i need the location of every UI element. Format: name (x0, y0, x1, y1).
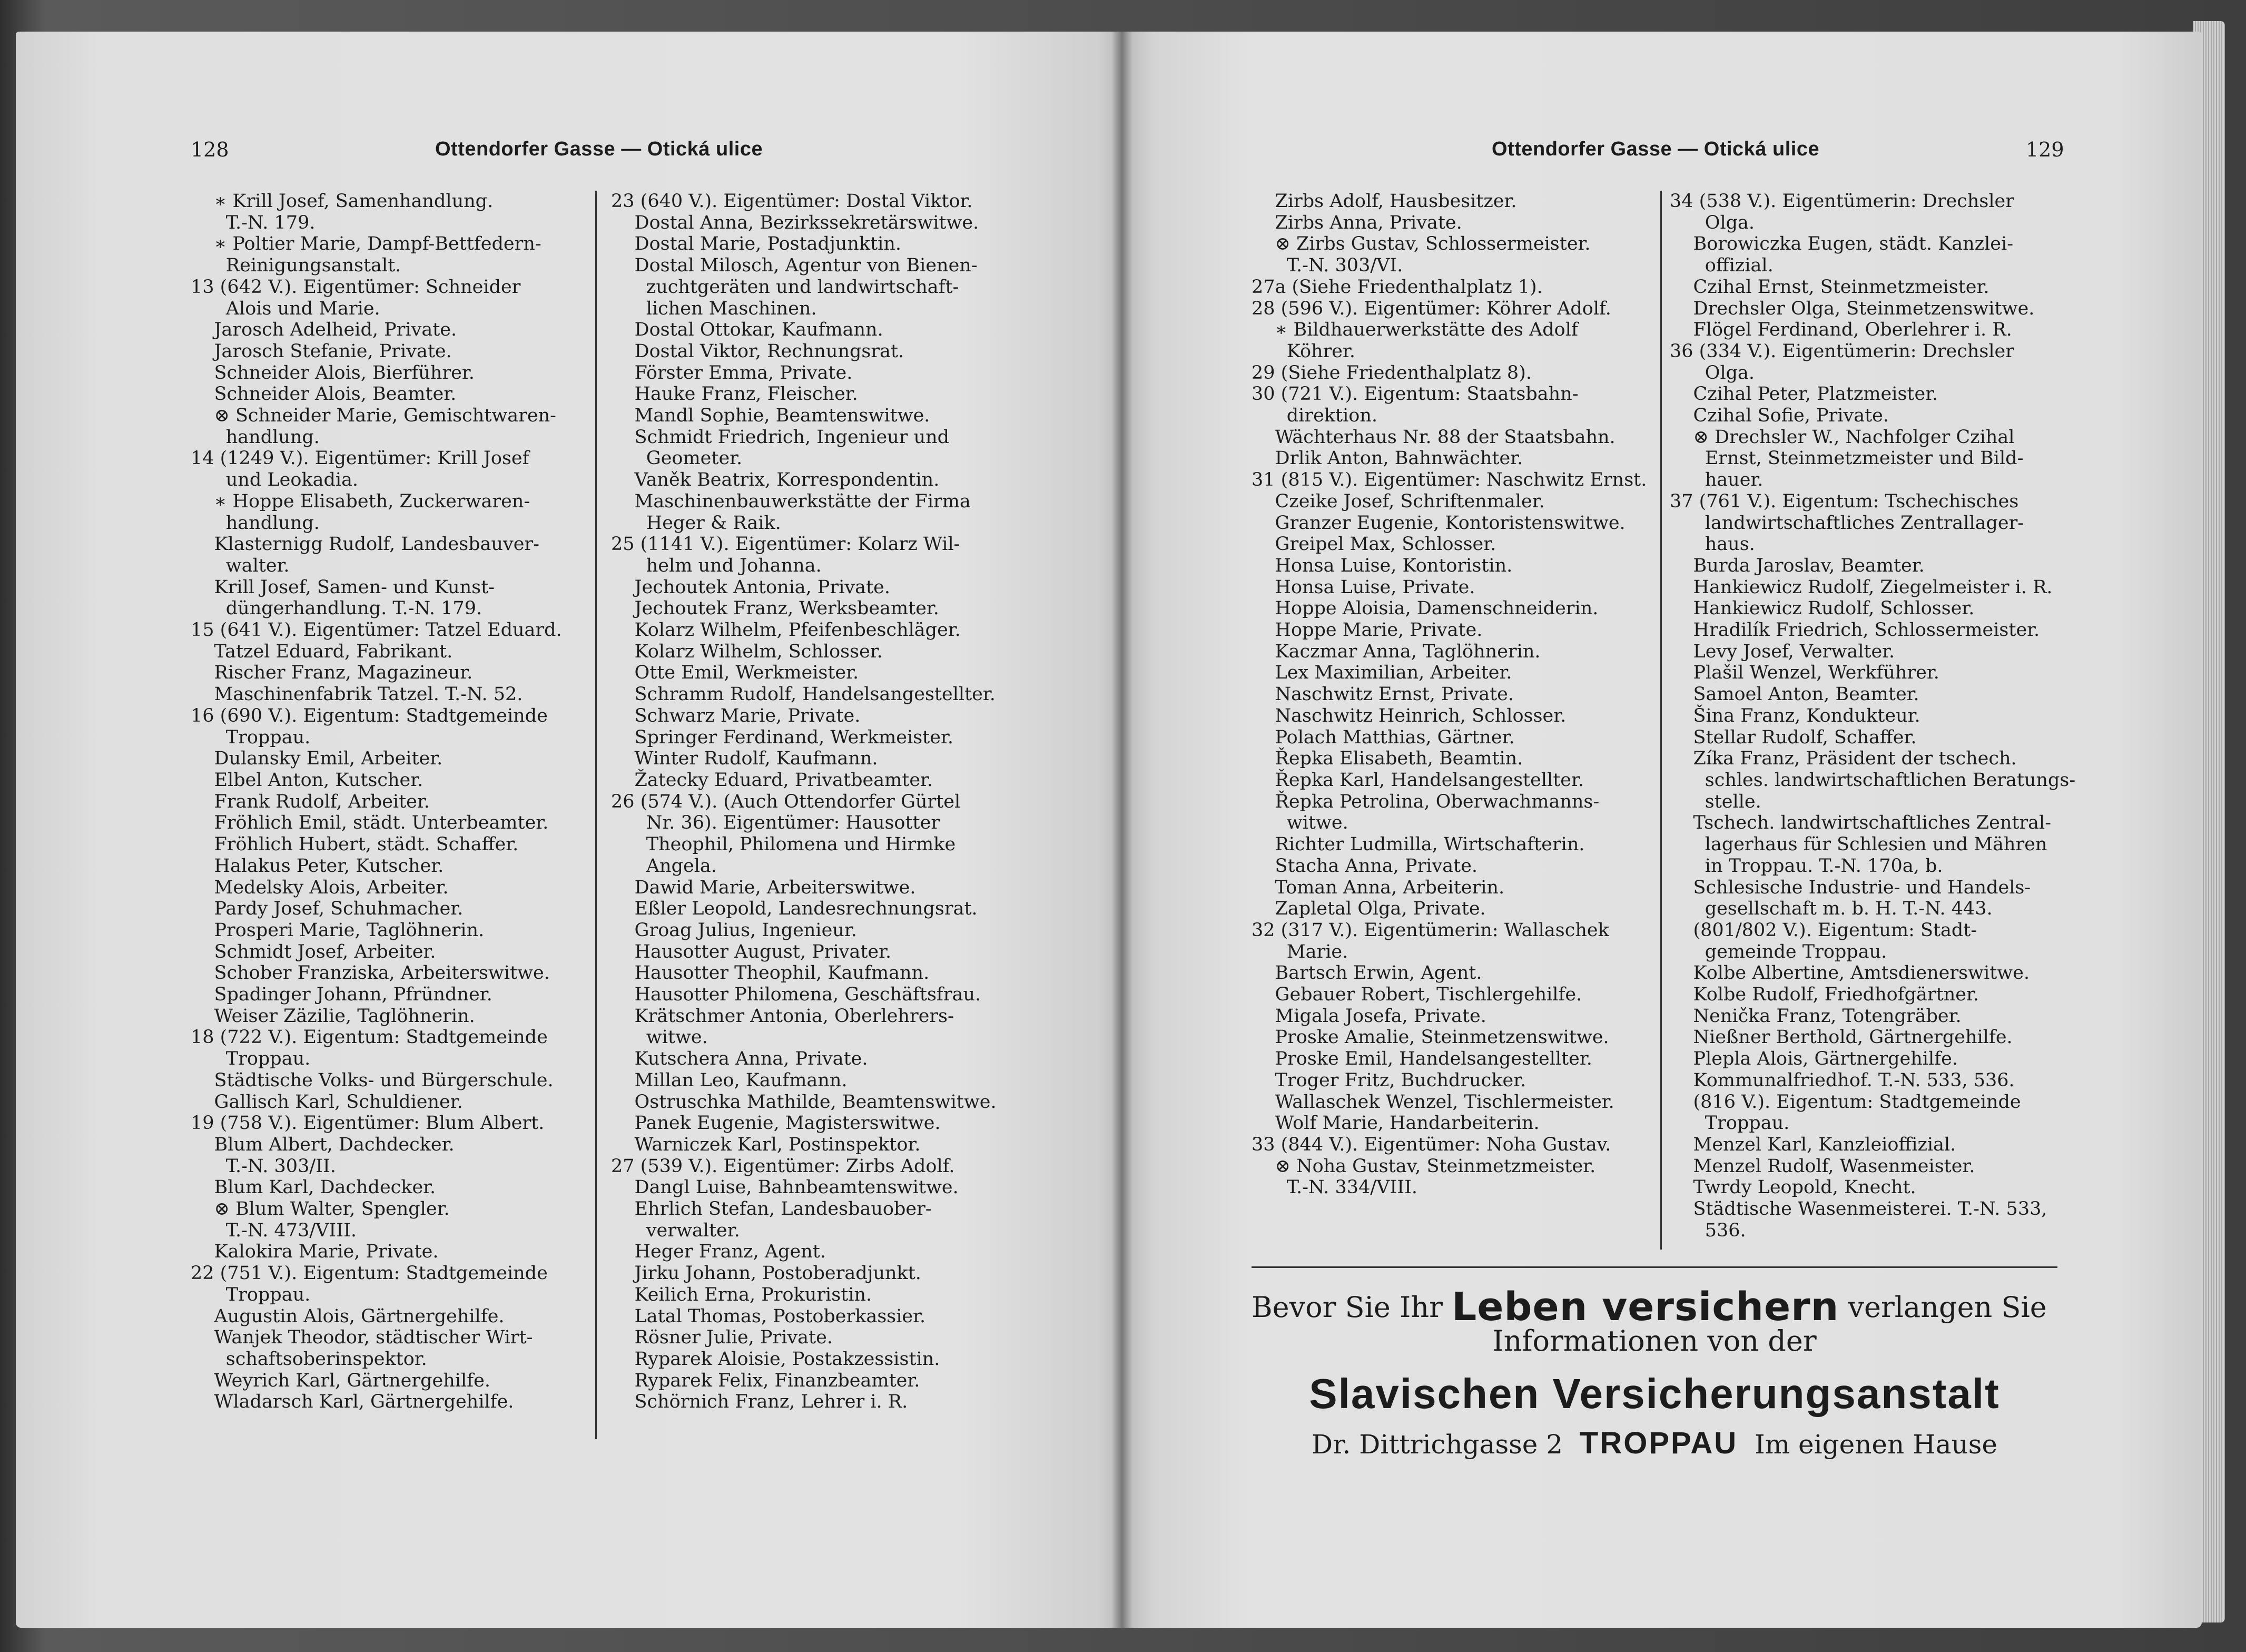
left-column-divider (595, 191, 597, 1439)
directory-line: Hausotter August, Privater. (611, 941, 892, 962)
directory-line: 27a (Siehe Friedenthalplatz 1). (1252, 276, 1543, 298)
directory-line: Rischer Franz, Magazineur. (191, 662, 473, 684)
directory-line: Kalokira Marie, Private. (191, 1241, 439, 1263)
directory-line: Honsa Luise, Private. (1252, 576, 1475, 598)
directory-line: Krill Josef, Samen- und Kunst- (191, 576, 495, 598)
right-page-header: Ottendorfer Gasse — Otická ulice (1492, 138, 1820, 160)
directory-line: Jarosch Stefanie, Private. (191, 340, 452, 362)
directory-line: Wolf Marie, Handarbeiterin. (1252, 1113, 1540, 1134)
directory-line: Troppau. (191, 1284, 311, 1305)
directory-line: Bartsch Erwin, Agent. (1252, 962, 1482, 984)
directory-line: Alois und Marie. (191, 298, 380, 319)
directory-line: Nießner Berthold, Gärtnergehilfe. (1670, 1027, 2013, 1048)
directory-line: Halakus Peter, Kutscher. (191, 855, 444, 877)
directory-line: T.-N. 303/II. (191, 1155, 336, 1177)
directory-line: stelle. (1670, 791, 1761, 812)
directory-line: Ryparek Felix, Finanzbeamter. (611, 1370, 920, 1391)
directory-line: 27 (539 V.). Eigentümer: Zirbs Adolf. (611, 1155, 955, 1177)
directory-line: ⊗ Drechsler W., Nachfolger Czihal (1670, 426, 2015, 448)
directory-line: hauer. (1670, 469, 1764, 491)
directory-line: Panek Eugenie, Magisterswitwe. (611, 1113, 941, 1134)
directory-line: Kommunalfriedhof. T.-N. 533, 536. (1670, 1069, 2015, 1091)
directory-line: Wächterhaus Nr. 88 der Staatsbahn. (1252, 426, 1615, 448)
directory-line: Dostal Marie, Postadjunktin. (611, 233, 902, 255)
directory-line: Kaczmar Anna, Taglöhnerin. (1252, 641, 1541, 662)
directory-line: Ostruschka Mathilde, Beamtenswitwe. (611, 1091, 997, 1113)
directory-line: T.-N. 179. (191, 212, 316, 233)
directory-line: Czihal Sofie, Private. (1670, 405, 1889, 427)
directory-line: direktion. (1252, 405, 1378, 427)
directory-line: Eßler Leopold, Landesrechnungsrat. (611, 898, 978, 920)
directory-line: haus. (1670, 534, 1755, 555)
directory-line: Richter Ludmilla, Wirtschafterin. (1252, 834, 1585, 856)
directory-line: und Leokadia. (191, 469, 359, 491)
directory-line: helm und Johanna. (611, 555, 822, 576)
directory-line: Nr. 36). Eigentümer: Hausotter (611, 812, 940, 834)
directory-line: Vaněk Beatrix, Korrespondentin. (611, 469, 940, 491)
directory-line: ∗ Hoppe Elisabeth, Zuckerwaren- (191, 490, 530, 512)
directory-line: düngerhandlung. T.-N. 179. (191, 598, 482, 620)
directory-line: Groag Julius, Ingenieur. (611, 919, 857, 941)
directory-line: Dawid Marie, Arbeiterswitwe. (611, 877, 916, 898)
ad-city: TROPPAU (1579, 1426, 1738, 1460)
directory-line: Lex Maximilian, Arbeiter. (1252, 662, 1512, 684)
directory-line: 31 (815 V.). Eigentümer: Naschwitz Ernst. (1252, 469, 1647, 491)
directory-line: Olga. (1670, 362, 1755, 384)
directory-line: 23 (640 V.). Eigentümer: Dostal Viktor. (611, 191, 973, 212)
directory-line: Schwarz Marie, Private. (611, 705, 861, 726)
directory-line: Dostal Anna, Bezirkssekretärswitwe. (611, 212, 979, 233)
left-column-1 (191, 191, 591, 1413)
directory-line: Wallaschek Wenzel, Tischlermeister. (1252, 1091, 1614, 1113)
left-page-number: 128 (191, 138, 229, 161)
directory-line: 37 (761 V.). Eigentum: Tschechisches (1670, 490, 2019, 512)
directory-line: Řepka Karl, Handelsangestellter. (1252, 769, 1584, 791)
directory-line: Blum Albert, Dachdecker. (191, 1134, 455, 1155)
ad-line-1-post: verlangen Sie (1848, 1291, 2047, 1324)
left-page-header: Ottendorfer Gasse — Otická ulice (435, 138, 763, 160)
directory-line: Förster Emma, Private. (611, 362, 853, 384)
directory-line: Tschech. landwirtschaftliches Zentral- (1670, 812, 2052, 834)
directory-line: Hoppe Aloisia, Damenschneiderin. (1252, 598, 1599, 620)
directory-line: Millan Leo, Kaufmann. (611, 1069, 848, 1091)
ad-line-1-pre: Bevor Sie Ihr (1252, 1291, 1443, 1324)
directory-line: 28 (596 V.). Eigentümer: Köhrer Adolf. (1252, 298, 1611, 319)
directory-line: Burda Jaroslav, Beamter. (1670, 555, 1925, 576)
directory-line: Czihal Ernst, Steinmetzmeister. (1670, 276, 1989, 298)
directory-line: Winter Rudolf, Kaufmann. (611, 748, 878, 770)
directory-line: Migala Josefa, Private. (1252, 1005, 1486, 1027)
directory-line: Polach Matthias, Gärtner. (1252, 726, 1515, 748)
directory-line: Ernst, Steinmetzmeister und Bild- (1670, 448, 2024, 469)
directory-line: witwe. (1252, 812, 1348, 834)
directory-line: Springer Ferdinand, Werkmeister. (611, 726, 953, 748)
directory-line: Städtische Volks- und Bürgerschule. (191, 1069, 554, 1091)
directory-line: Hausotter Theophil, Kaufmann. (611, 962, 930, 984)
directory-line: Pardy Josef, Schuhmacher. (191, 898, 464, 920)
directory-line: Hankiewicz Rudolf, Schlosser. (1670, 598, 1975, 620)
directory-line: Borowiczka Eugen, städt. Kanzlei- (1670, 233, 2014, 255)
directory-line: Jechoutek Antonia, Private. (611, 576, 890, 598)
directory-line: Schlesische Industrie- und Handels- (1670, 877, 2031, 898)
directory-line: Prosperi Marie, Taglöhnerin. (191, 919, 485, 941)
right-page-number: 129 (2026, 138, 2064, 161)
directory-line: Spadinger Johann, Pfründner. (191, 984, 492, 1006)
directory-line: Latal Thomas, Postoberkassier. (611, 1305, 926, 1327)
directory-line: Samoel Anton, Beamter. (1670, 684, 1919, 705)
directory-line: Schmidt Josef, Arbeiter. (191, 941, 436, 962)
directory-line: 536. (1670, 1220, 1746, 1241)
directory-line: Hausotter Philomena, Geschäftsfrau. (611, 984, 981, 1006)
directory-line: 29 (Siehe Friedenthalplatz 8). (1252, 362, 1532, 384)
directory-line: Kolbe Albertine, Amtsdienerswitwe. (1670, 962, 2030, 984)
directory-line: Dangl Luise, Bahnbeamtenswitwe. (611, 1177, 959, 1198)
ad-address (1252, 1425, 2057, 1461)
directory-line: Blum Karl, Dachdecker. (191, 1177, 436, 1198)
directory-line: Honsa Luise, Kontoristin. (1252, 555, 1513, 576)
directory-line: Kolarz Wilhelm, Pfeifenbeschläger. (611, 620, 961, 641)
directory-line: Olga. (1670, 212, 1755, 233)
directory-line: Dulansky Emil, Arbeiter. (191, 748, 443, 770)
directory-line: Reinigungsanstalt. (191, 255, 401, 277)
book-gutter (1111, 32, 1132, 1628)
directory-line: Řepka Petrolina, Oberwachmanns- (1252, 791, 1600, 812)
directory-line: walter. (191, 555, 290, 576)
directory-line: Zapletal Olga, Private. (1252, 898, 1486, 920)
directory-line: Schramm Rudolf, Handelsangestellter. (611, 684, 996, 705)
directory-line: handlung. (191, 426, 320, 448)
directory-line: T.-N. 303/VI. (1252, 255, 1403, 277)
directory-line: ∗ Bildhauerwerkstätte des Adolf (1252, 319, 1578, 341)
directory-line: offizial. (1670, 255, 1774, 277)
ad-top-rule (1252, 1266, 2057, 1268)
directory-line: 16 (690 V.). Eigentum: Stadtgemeinde (191, 705, 548, 726)
directory-line: Zíka Franz, Präsident der tschech. (1670, 748, 2017, 770)
directory-line: Klasternigg Rudolf, Landesbauver- (191, 534, 539, 555)
directory-line: 26 (574 V.). (Auch Ottendorfer Gürtel (611, 791, 961, 812)
directory-line: Twrdy Leopold, Knecht. (1670, 1177, 1916, 1198)
directory-line: Rösner Julie, Private. (611, 1327, 833, 1349)
ad-line-1 (1252, 1284, 2057, 1330)
directory-line: schles. landwirtschaftlichen Beratungs- (1670, 769, 2076, 791)
directory-line: ⊗ Noha Gustav, Steinmetzmeister. (1252, 1155, 1596, 1177)
directory-line: 18 (722 V.). Eigentum: Stadtgemeinde (191, 1027, 548, 1048)
directory-line: Angela. (611, 855, 717, 877)
directory-line: Heger Franz, Agent. (611, 1241, 826, 1263)
directory-line: Keilich Erna, Prokuristin. (611, 1284, 872, 1305)
directory-line: Drechsler Olga, Steinmetzenswitwe. (1670, 298, 2035, 319)
ad-headline: Leben versichern (1452, 1284, 1839, 1330)
directory-line: Menzel Rudolf, Wasenmeister. (1670, 1155, 1975, 1177)
directory-line: ⊗ Blum Walter, Spengler. (191, 1198, 450, 1220)
directory-line: 19 (758 V.). Eigentümer: Blum Albert. (191, 1113, 545, 1134)
directory-line: Stellar Rudolf, Schaffer. (1670, 726, 1917, 748)
directory-line: Nenička Franz, Totengräber. (1670, 1005, 1962, 1027)
directory-line: (816 V.). Eigentum: Stadtgemeinde (1670, 1091, 2021, 1113)
directory-line: Plašil Wenzel, Werkführer. (1670, 662, 1939, 684)
directory-line: Troppau. (1670, 1113, 1790, 1134)
directory-line: Wladarsch Karl, Gärtnergehilfe. (191, 1391, 514, 1413)
directory-line: Dostal Milosch, Agentur von Bienen- (611, 255, 978, 277)
directory-line: Toman Anna, Arbeiterin. (1252, 877, 1505, 898)
directory-line: 32 (317 V.). Eigentümerin: Wallaschek (1252, 919, 1609, 941)
right-column-divider (1660, 191, 1662, 1250)
directory-line: 22 (751 V.). Eigentum: Stadtgemeinde (191, 1263, 548, 1284)
directory-line: Zirbs Anna, Private. (1252, 212, 1462, 233)
directory-line: 14 (1249 V.). Eigentümer: Krill Josef (191, 448, 529, 469)
directory-line: Schmidt Friedrich, Ingenieur und (611, 426, 950, 448)
directory-line: ∗ Krill Josef, Samenhandlung. (191, 191, 494, 212)
directory-line: Ehrlich Stefan, Landesbauober- (611, 1198, 932, 1220)
directory-line: in Troppau. T.-N. 170a, b. (1670, 855, 1943, 877)
directory-line: Menzel Karl, Kanzleioffizial. (1670, 1134, 1956, 1155)
directory-line: Levy Josef, Verwalter. (1670, 641, 1895, 662)
directory-line: Fröhlich Emil, städt. Unterbeamter. (191, 812, 549, 834)
directory-line: Drlik Anton, Bahnwächter. (1252, 448, 1523, 469)
directory-line: ⊗ Zirbs Gustav, Schlossermeister. (1252, 233, 1591, 255)
directory-line: 34 (538 V.). Eigentümerin: Drechsler (1670, 191, 2014, 212)
directory-line: Hradilík Friedrich, Schlossermeister. (1670, 620, 2040, 641)
directory-line: Stacha Anna, Private. (1252, 855, 1478, 877)
directory-line: Wanjek Theodor, städtischer Wirt- (191, 1327, 533, 1349)
directory-line: Proske Emil, Handelsangestellter. (1252, 1048, 1592, 1070)
directory-line: 15 (641 V.). Eigentümer: Tatzel Eduard. (191, 620, 562, 641)
directory-line: 33 (844 V.). Eigentümer: Noha Gustav. (1252, 1134, 1611, 1155)
directory-line: Schneider Alois, Bierführer. (191, 362, 475, 384)
directory-line: Gallisch Karl, Schuldiener. (191, 1091, 463, 1113)
directory-line: Plepla Alois, Gärtnergehilfe. (1670, 1048, 1958, 1070)
directory-line: Schober Franziska, Arbeiterswitwe. (191, 962, 550, 984)
directory-line: Troppau. (191, 726, 311, 748)
directory-line: lichen Maschinen. (611, 298, 817, 319)
directory-line: witwe. (611, 1027, 708, 1048)
directory-line: Kutschera Anna, Private. (611, 1048, 868, 1070)
directory-line: Naschwitz Heinrich, Schlosser. (1252, 705, 1567, 726)
right-column-1 (1252, 191, 1657, 1198)
directory-line: zuchtgeräten und landwirtschaft- (611, 276, 959, 298)
directory-line: Fröhlich Hubert, städt. Schaffer. (191, 834, 519, 856)
directory-line: schaftsoberinspektor. (191, 1348, 427, 1370)
directory-line: Krätschmer Antonia, Oberlehrers- (611, 1005, 954, 1027)
directory-line: Heger & Raik. (611, 512, 781, 534)
directory-line: Hoppe Marie, Private. (1252, 620, 1483, 641)
directory-line: Gebauer Robert, Tischlergehilfe. (1252, 984, 1582, 1006)
directory-line: Mandl Sophie, Beamtenswitwe. (611, 405, 930, 427)
directory-line: Köhrer. (1252, 340, 1356, 362)
directory-line: Jirku Johann, Postoberadjunkt. (611, 1263, 921, 1284)
directory-line: Tatzel Eduard, Fabrikant. (191, 641, 453, 662)
directory-line: Maschinenbauwerkstätte der Firma (611, 490, 971, 512)
directory-line: Augustin Alois, Gärtnergehilfe. (191, 1305, 505, 1327)
directory-line: Weyrich Karl, Gärtnergehilfe. (191, 1370, 490, 1391)
directory-line: handlung. (191, 512, 320, 534)
directory-line: Weiser Zäzilie, Taglöhnerin. (191, 1005, 475, 1027)
directory-line: Řepka Elisabeth, Beamtin. (1252, 748, 1523, 770)
directory-line: (801/802 V.). Eigentum: Stadt- (1670, 919, 1977, 941)
directory-line: Žatecky Eduard, Privatbeamter. (611, 769, 933, 791)
directory-line: Proske Amalie, Steinmetzenswitwe. (1252, 1027, 1609, 1048)
directory-line: gesellschaft m. b. H. T.-N. 443. (1670, 898, 1993, 920)
ad-street: Dr. Dittrichgasse 2 (1312, 1429, 1563, 1460)
directory-line: Schörnich Franz, Lehrer i. R. (611, 1391, 908, 1413)
directory-line: Geometer. (611, 448, 743, 469)
directory-line: Warniczek Karl, Postinspektor. (611, 1134, 921, 1155)
directory-line: 13 (642 V.). Eigentümer: Schneider (191, 276, 521, 298)
directory-line: Dostal Viktor, Rechnungsrat. (611, 340, 904, 362)
directory-line: ∗ Poltier Marie, Dampf-Bettfedern- (191, 233, 541, 255)
directory-line: Šina Franz, Kondukteur. (1670, 705, 1920, 726)
directory-line: Greipel Max, Schlosser. (1252, 534, 1496, 555)
directory-line: Czihal Peter, Platzmeister. (1670, 384, 1938, 405)
directory-line: Jarosch Adelheid, Private. (191, 319, 457, 341)
directory-line: 30 (721 V.). Eigentum: Staatsbahn- (1252, 384, 1579, 405)
directory-line: Zirbs Adolf, Hausbesitzer. (1252, 191, 1517, 212)
directory-line: Elbel Anton, Kutscher. (191, 769, 423, 791)
directory-line: ⊗ Schneider Marie, Gemischtwaren- (191, 405, 556, 427)
directory-line: Troger Fritz, Buchdrucker. (1252, 1069, 1526, 1091)
ad-company-name: Slavischen Versicherungsanstalt (1309, 1370, 2000, 1417)
directory-line: Dostal Ottokar, Kaufmann. (611, 319, 883, 341)
directory-line: Czeike Josef, Schriftenmaler. (1252, 490, 1545, 512)
directory-line: T.-N. 473/VIII. (191, 1220, 357, 1241)
ad-line-2: Informationen von der (1492, 1324, 1817, 1358)
directory-line: lagerhaus für Schlesien und Mähren (1670, 834, 2047, 856)
directory-line: Ryparek Aloisie, Postakzessistin. (611, 1348, 940, 1370)
right-column-2 (1670, 191, 2076, 1241)
left-column-2 (611, 191, 1011, 1413)
directory-line: Schneider Alois, Beamter. (191, 384, 457, 405)
directory-line: Maschinenfabrik Tatzel. T.-N. 52. (191, 684, 523, 705)
directory-line: Kolarz Wilhelm, Schlosser. (611, 641, 883, 662)
directory-line: Frank Rudolf, Arbeiter. (191, 791, 430, 812)
directory-line: verwalter. (611, 1220, 740, 1241)
directory-line: landwirtschaftliches Zentrallager- (1670, 512, 2024, 534)
directory-line: Troppau. (191, 1048, 311, 1070)
directory-line: Flögel Ferdinand, Oberlehrer i. R. (1670, 319, 2012, 341)
directory-line: Theophil, Philomena und Hirmke (611, 834, 956, 856)
ad-note: Im eigenen Hause (1754, 1429, 1997, 1460)
directory-line: Jechoutek Franz, Werksbeamter. (611, 598, 939, 620)
directory-line: Granzer Eugenie, Kontoristenswitwe. (1252, 512, 1626, 534)
directory-line: Hauke Franz, Fleischer. (611, 384, 858, 405)
directory-line: Otte Emil, Werkmeister. (611, 662, 859, 684)
directory-line: Städtische Wasenmeisterei. T.-N. 533, (1670, 1198, 2047, 1220)
directory-line: T.-N. 334/VIII. (1252, 1177, 1418, 1198)
directory-line: Kolbe Rudolf, Friedhofgärtner. (1670, 984, 1979, 1006)
directory-line: 36 (334 V.). Eigentümerin: Drechsler (1670, 340, 2014, 362)
directory-line: Hankiewicz Rudolf, Ziegelmeister i. R. (1670, 576, 2053, 598)
directory-line: 25 (1141 V.). Eigentümer: Kolarz Wil- (611, 534, 960, 555)
directory-line: Naschwitz Ernst, Private. (1252, 684, 1514, 705)
directory-line: gemeinde Troppau. (1670, 941, 1887, 962)
directory-line: Marie. (1252, 941, 1348, 962)
directory-line: Medelsky Alois, Arbeiter. (191, 877, 449, 898)
